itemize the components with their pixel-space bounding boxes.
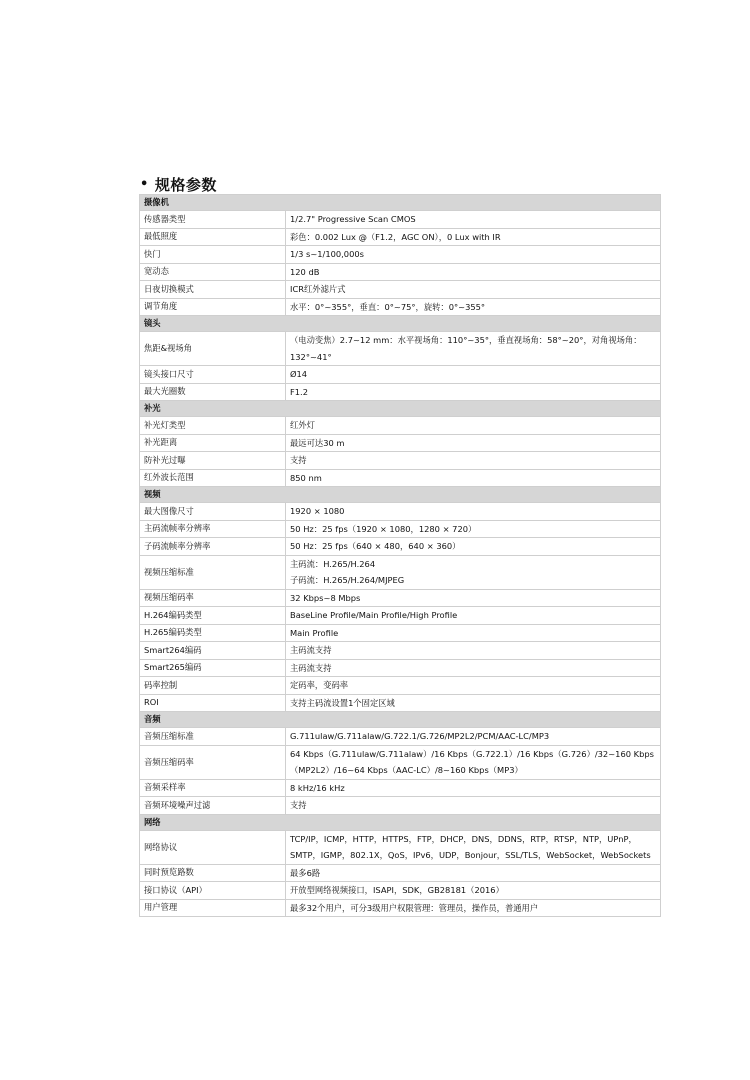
spec-row [140,281,661,299]
spec-key: 快门 [140,246,286,264]
spec-value: 64 Kbps（G.711ulaw/G.711alaw）/16 Kbps（G.722.1）/16 Kbps（G.726）/32~160 Kbps（MP2L2）/16~64 Kbps（AAC-LC）/8~160 Kbps（MP3） [286,745,661,779]
spec-key: 防补光过曝 [140,452,286,470]
section-title: 网络 [140,814,661,830]
page-title-text: 规格参数 [154,176,217,194]
section-title: 补光 [140,401,661,417]
section-header [140,487,661,503]
spec-value: 1920 × 1080 [286,503,661,521]
spec-value: 水平：0°~355°，垂直：0°~75°，旋转：0°~355° [286,298,661,316]
spec-value: 最多32个用户，可分3级用户权限管理：管理员，操作员，普通用户 [286,899,661,917]
spec-value: （电动变焦）2.7~12 mm：水平视场角：110°~35°，垂直视场角：58°~20°，对角视场角：132°~41° [286,332,661,366]
spec-key: 补光距离 [140,434,286,452]
spec-key: Smart264编码 [140,642,286,660]
spec-value: 最多6路 [286,864,661,882]
spec-value: 50 Hz：25 fps（640 × 480，640 × 360） [286,538,661,556]
section-title: 镜头 [140,316,661,332]
spec-value: 主码流支持 [286,642,661,660]
spec-row [140,677,661,695]
spec-key: 镜头接口尺寸 [140,366,286,384]
spec-value: Main Profile [286,624,661,642]
spec-row [140,503,661,521]
spec-row [140,452,661,470]
spec-row [140,607,661,625]
spec-row [140,434,661,452]
section-header [140,195,661,211]
spec-value: 120 dB [286,263,661,281]
spec-key: 用户管理 [140,899,286,917]
spec-row [140,246,661,264]
spec-key: 最低照度 [140,228,286,246]
spec-key: 视频压缩标准 [140,555,286,589]
spec-row [140,538,661,556]
spec-value: 红外灯 [286,417,661,435]
spec-value: 支持 [286,797,661,815]
spec-row [140,589,661,607]
spec-row [140,383,661,401]
spec-value: 50 Hz：25 fps（1920 × 1080，1280 × 720） [286,520,661,538]
page-title [140,174,217,195]
spec-row [140,694,661,712]
spec-table [139,194,661,917]
spec-key: 调节角度 [140,298,286,316]
spec-key: 子码流帧率分辨率 [140,538,286,556]
section-title: 摄像机 [140,195,661,211]
spec-row [140,417,661,435]
spec-key: 音频环境噪声过滤 [140,797,286,815]
spec-value: 主码流支持 [286,659,661,677]
spec-value: 1/3 s~1/100,000s [286,246,661,264]
spec-value: 1/2.7" Progressive Scan CMOS [286,211,661,229]
spec-key: Smart265编码 [140,659,286,677]
spec-value: 支持 [286,452,661,470]
spec-key: H.264编码类型 [140,607,286,625]
spec-key: 最大光圈数 [140,383,286,401]
spec-key: 主码流帧率分辨率 [140,520,286,538]
spec-key: 音频压缩标准 [140,728,286,746]
spec-value: 32 Kbps~8 Mbps [286,589,661,607]
spec-key: 日夜切换模式 [140,281,286,299]
spec-row [140,797,661,815]
spec-row [140,899,661,917]
spec-value: Ø14 [286,366,661,384]
spec-row [140,298,661,316]
spec-row [140,864,661,882]
spec-row [140,830,661,864]
spec-row [140,228,661,246]
spec-key: 传感器类型 [140,211,286,229]
spec-row [140,263,661,281]
spec-value: F1.2 [286,383,661,401]
spec-key: 码率控制 [140,677,286,695]
spec-row [140,779,661,797]
spec-value: 支持主码流设置1个固定区域 [286,694,661,712]
spec-value: G.711ulaw/G.711alaw/G.722.1/G.726/MP2L2/PCM/AAC-LC/MP3 [286,728,661,746]
spec-row [140,211,661,229]
spec-value: 彩色：0.002 Lux @（F1.2，AGC ON），0 Lux with IR [286,228,661,246]
spec-key: 红外波长范围 [140,469,286,487]
spec-key: 音频压缩码率 [140,745,286,779]
spec-value: 主码流：H.265/H.264 子码流：H.265/H.264/MJPEG [286,555,661,589]
spec-row [140,332,661,366]
spec-value: 定码率，变码率 [286,677,661,695]
spec-key: 焦距&视场角 [140,332,286,366]
spec-value: 最远可达30 m [286,434,661,452]
spec-row [140,366,661,384]
spec-key: 视频压缩码率 [140,589,286,607]
spec-value: 850 nm [286,469,661,487]
spec-value: TCP/IP，ICMP，HTTP，HTTPS，FTP，DHCP，DNS，DDNS，RTP，RTSP，NTP，UPnP，SMTP，IGMP，802.1X，QoS，IPv6，UDP，Bonjour，SSL/TLS，WebSocket，WebSockets [286,830,661,864]
spec-key: 补光灯类型 [140,417,286,435]
spec-row [140,469,661,487]
spec-value: 8 kHz/16 kHz [286,779,661,797]
spec-value: ICR红外滤片式 [286,281,661,299]
spec-key: 最大图像尺寸 [140,503,286,521]
spec-key: 同时预览路数 [140,864,286,882]
bullet-icon: • [140,177,149,192]
section-title: 音频 [140,712,661,728]
spec-key: 网络协议 [140,830,286,864]
spec-key: 接口协议（API） [140,882,286,900]
spec-key: H.265编码类型 [140,624,286,642]
spec-row [140,882,661,900]
spec-row [140,520,661,538]
spec-row [140,642,661,660]
spec-row [140,555,661,589]
section-header [140,316,661,332]
spec-key: 宽动态 [140,263,286,281]
spec-value: 开放型网络视频接口，ISAPI，SDK，GB28181（2016） [286,882,661,900]
spec-key: 音频采样率 [140,779,286,797]
spec-row [140,745,661,779]
section-header [140,814,661,830]
spec-key: ROI [140,694,286,712]
section-title: 视频 [140,487,661,503]
spec-row [140,624,661,642]
spec-value: BaseLine Profile/Main Profile/High Profile [286,607,661,625]
spec-row [140,728,661,746]
spec-row [140,659,661,677]
section-header [140,401,661,417]
section-header [140,712,661,728]
